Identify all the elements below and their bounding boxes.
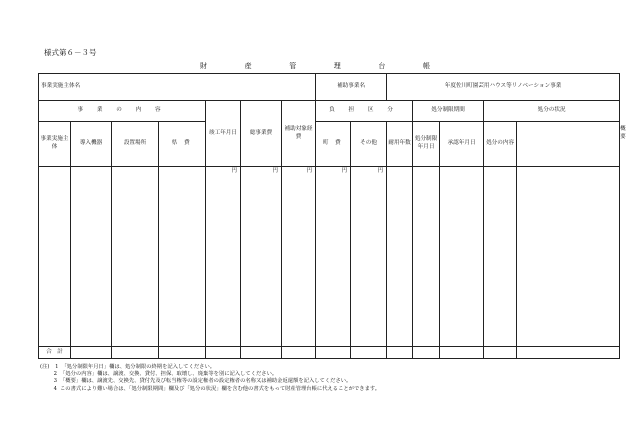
useful-life-cell[interactable] xyxy=(387,167,413,347)
location-col-header: 設置場所 xyxy=(112,122,159,167)
completion-date-header: 竣工年月日 xyxy=(206,101,241,167)
total-cell[interactable] xyxy=(387,347,413,359)
other-cell[interactable] xyxy=(351,167,387,347)
approval-date-cell[interactable] xyxy=(440,167,484,347)
total-cell[interactable] xyxy=(316,347,351,359)
header-sub-row xyxy=(39,122,620,167)
total-cell[interactable] xyxy=(71,347,112,359)
restriction-date-cell[interactable] xyxy=(413,167,440,347)
prefecture-cell[interactable] xyxy=(282,167,316,347)
title-char: 帳 xyxy=(422,62,430,70)
document-title xyxy=(200,61,430,71)
title-char: 理 xyxy=(333,62,341,70)
completion-date-cell[interactable] xyxy=(159,167,206,347)
body-row xyxy=(39,167,620,347)
yen-unit: 円 xyxy=(377,168,384,174)
approval-date-col-header: 承認年月日 xyxy=(440,122,484,167)
operator-cell[interactable] xyxy=(39,167,71,347)
note-item xyxy=(40,378,380,385)
summary-cell[interactable] xyxy=(517,167,620,347)
total-cell[interactable] xyxy=(241,347,282,359)
title-char: 産 xyxy=(244,62,252,70)
equipment-col-header: 導入機器 xyxy=(71,122,112,167)
notes-label: (注) xyxy=(40,364,50,370)
note-text: 「概要」欄は、譲渡先、交換先、貸付先及び転当権等の設定権者の設定権者の名称又は補助金返還額を記入してください。 xyxy=(60,378,352,385)
operator-col-header: 事業実施主体 xyxy=(39,122,71,167)
operator-label: 事業実施主体名 xyxy=(39,74,112,101)
note-number: 3 xyxy=(53,378,57,385)
total-cell[interactable] xyxy=(159,347,206,359)
restriction-date-col-header: 処分制限年月日 xyxy=(413,122,440,167)
yen-unit: 円 xyxy=(272,168,279,174)
title-char: 財 xyxy=(200,62,207,70)
total-cell[interactable] xyxy=(413,347,440,359)
eligible-cost-cell[interactable] xyxy=(241,167,282,347)
yen-unit: 円 xyxy=(341,168,348,174)
project-value: 年度佐川町園芸用ハウス等リノベーション事業 xyxy=(387,74,620,101)
project-label: 補助事業名 xyxy=(316,74,387,101)
disposal-group-header: 処分の状況 xyxy=(484,101,620,122)
total-cell[interactable] xyxy=(351,347,387,359)
note-item xyxy=(40,386,380,393)
title-char: 管 xyxy=(289,62,297,70)
yen-unit: 円 xyxy=(306,168,313,174)
disposal-content-cell[interactable] xyxy=(484,167,517,347)
burden-group-header: 負 担 区 分 xyxy=(316,101,413,122)
equipment-cell[interactable] xyxy=(71,167,112,347)
total-cell[interactable] xyxy=(517,347,620,359)
total-cell[interactable] xyxy=(440,347,484,359)
yen-unit: 円 xyxy=(231,168,238,174)
title-char: 台 xyxy=(378,62,386,70)
total-cell[interactable] xyxy=(206,347,241,359)
total-cost-cell[interactable] xyxy=(206,167,241,347)
other-col-header: その他 xyxy=(351,122,387,167)
total-label: 合 計 xyxy=(39,347,71,359)
note-text: この書式により難い場合は、「処分制限期間」欄及び「処分の状況」欄を含む他の書式をもって財産管理台帳に代えることができます。 xyxy=(60,385,381,392)
note-number: 2 xyxy=(53,371,57,378)
total-cost-header: 総事業費 xyxy=(241,101,282,167)
note-number: 1 xyxy=(55,364,59,370)
note-text: 「処分の内容」欄は、譲渡、交換、貸付、担保、取壊し、廃棄等を別に記入してください。 xyxy=(60,371,278,378)
town-cell[interactable] xyxy=(316,167,351,347)
header-group-row: 事 業 の 内 容 竣工年月日 総事業費 補助対象経費 負 担 区 分 処分制限期間 処分の状況 概要 xyxy=(39,101,620,122)
total-row xyxy=(39,347,620,359)
operator-value[interactable] xyxy=(112,74,316,101)
header-info-row xyxy=(39,74,620,101)
restriction-group-header: 処分制限期間 xyxy=(413,101,484,122)
total-cell[interactable] xyxy=(112,347,159,359)
form-number: 様式第６－３号 xyxy=(44,48,97,57)
prefecture-col-header: 県 費 xyxy=(159,122,206,167)
note-text: 「処分制限年月日」欄は、処分制限の終期を記入してください。 xyxy=(61,364,216,370)
useful-life-col-header: 耐用年数 xyxy=(387,122,413,167)
location-cell[interactable] xyxy=(112,167,159,347)
total-cell[interactable] xyxy=(282,347,316,359)
note-number: 4 xyxy=(53,385,57,392)
asset-ledger-table xyxy=(38,73,626,359)
notes-section xyxy=(40,364,380,393)
disposal-content-col-header: 処分の内容 xyxy=(484,122,517,167)
total-cell[interactable] xyxy=(484,347,517,359)
town-col-header: 町 費 xyxy=(316,122,351,167)
eligible-cost-header: 補助対象経費 xyxy=(282,101,316,167)
content-group-header: 事 業 の 内 容 xyxy=(39,101,206,122)
